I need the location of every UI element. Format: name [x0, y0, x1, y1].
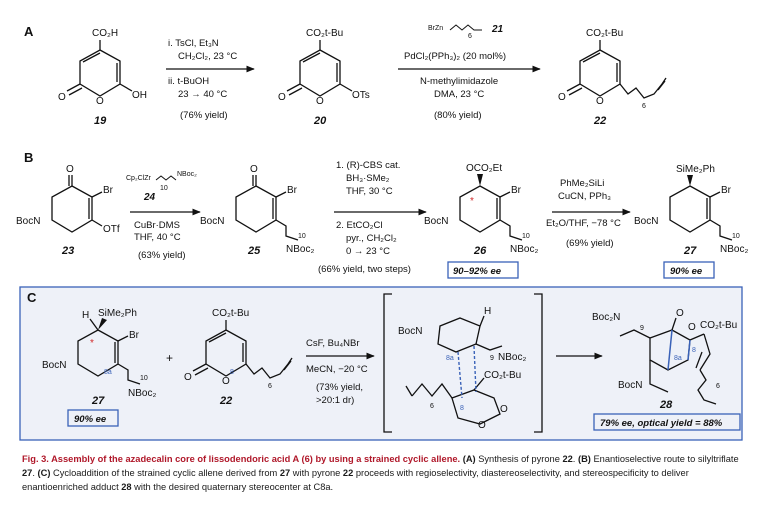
c-cmpd27-h: H — [82, 310, 90, 321]
ts-h: H — [484, 306, 492, 317]
cmpd27-sime2ph: SiMe₂Ph — [676, 164, 715, 175]
cmpd25-br: Br — [287, 185, 297, 196]
caption-c-num3: 28 — [121, 482, 132, 493]
cmpd26-nboc: NBoc₂ — [510, 244, 539, 255]
cmpd26-stereo-star: * — [470, 196, 474, 207]
b-step3-line1: PhMe₂SiLi — [560, 178, 605, 189]
panel-b-label: B — [24, 150, 34, 165]
cmpd27-wedge — [687, 175, 693, 186]
caption-c-num1: 27 — [279, 468, 291, 479]
b-step2-line5: pyr., CH₂Cl₂ — [346, 233, 397, 244]
caption-a-text: Synthesis of pyrone — [475, 454, 563, 464]
cmpd19-ketone-o: O — [58, 92, 66, 103]
compound-22 — [567, 40, 666, 98]
b-step2-line4: 2. EtCO₂Cl — [336, 220, 383, 231]
cmpd19-co2h: CO₂H — [92, 28, 119, 39]
cmpd23-bocn: BocN — [16, 216, 41, 227]
cmpd27-bocn: BocN — [634, 216, 659, 227]
c-cmpd27-pos: 8a — [104, 369, 112, 376]
cmpd23-br: Br — [103, 185, 113, 196]
b-step1-yield: (63% yield) — [138, 250, 186, 261]
c-cmpd27-ee: 90% ee — [74, 414, 107, 425]
b-step2-line2: BH₃·SMe₂ — [346, 173, 390, 184]
c-plus: + — [166, 351, 174, 365]
c-cmpd27-sime2ph: SiMe₂Ph — [98, 308, 137, 319]
caption-c-text1: Cycloaddition of the strained cyclic allene derived from — [50, 468, 280, 479]
caption-b-text: Enantioselective route to silyltriflate — [590, 454, 739, 464]
cmpd28-o: O — [676, 308, 684, 319]
panel-c-label: C — [27, 290, 37, 305]
ts-pos8a: 8a — [446, 355, 454, 362]
cmpd27-br: Br — [721, 185, 731, 196]
compound-19 — [67, 40, 132, 96]
a-step2-line2: PdCl₂(PPh₃)₂ (20 mol%) — [404, 51, 507, 62]
cmpd27-ee: 90% ee — [670, 266, 703, 277]
b-step3-line3: Et₂O/THF, −78 °C — [546, 218, 621, 229]
a-step1-line1: i. TsCl, Et₃N — [168, 38, 219, 49]
compound-20 — [287, 40, 352, 96]
c-cmpd22-pos: 8 — [230, 369, 234, 376]
ts-nboc: NBoc₂ — [498, 352, 527, 363]
b-step1-line3: THF, 40 °C — [134, 232, 181, 243]
caption-c-label: (C) — [37, 468, 51, 479]
cmpd22-number: 22 — [594, 115, 607, 127]
caption-a-num: 22 — [562, 454, 573, 464]
cmpd25-number: 25 — [248, 245, 261, 257]
compound-23 — [52, 175, 102, 232]
cmpd23-number: 23 — [62, 245, 75, 257]
a-step1-yield: (76% yield) — [180, 110, 228, 121]
cmpd27-nboc: NBoc₂ — [720, 244, 749, 255]
cmpd28-pos8: 8 — [692, 347, 696, 354]
panel-a-label: A — [24, 24, 34, 39]
caption-c-num2: 22 — [342, 468, 354, 479]
a-step2-line4: DMA, 23 °C — [434, 89, 485, 100]
caption-c-text2: with pyrone — [290, 468, 343, 479]
c-cmpd22-number: 22 — [220, 395, 233, 407]
caption-a-label: (A) — [462, 454, 476, 464]
cmpd28-co2tbu: CO₂t-Bu — [700, 320, 738, 331]
cmpd19-number: 19 — [94, 115, 107, 127]
c-cmpd22-ketone-o: O — [184, 372, 192, 383]
a-reagent21-label: BrZn — [428, 25, 444, 32]
c-cond-line1: CsF, Bu₄NBr — [306, 338, 360, 349]
b-step3-yield: (69% yield) — [566, 238, 614, 249]
cmpd22-ketone-o: O — [558, 92, 566, 103]
c-cmpd27-bocn: BocN — [42, 360, 67, 371]
c-cond-line2: MeCN, −20 °C — [306, 364, 368, 375]
cmpd26-bocn: BocN — [424, 216, 449, 227]
ts-sub6: 6 — [430, 403, 434, 410]
b-reagent24-num: 24 — [144, 192, 156, 203]
a-reagent21-sub: 6 — [468, 33, 472, 40]
b-step2-line3: THF, 30 °C — [346, 186, 393, 197]
cmpd28-sub9: 9 — [640, 325, 644, 332]
a-reagent21-chain — [450, 25, 482, 30]
cmpd19-ring-o: O — [96, 96, 104, 107]
b-step3-line2: CuCN, PPh₃ — [558, 191, 611, 202]
cmpd26-number: 26 — [474, 245, 487, 257]
a-step1-line3: ii. t-BuOH — [168, 76, 210, 87]
c-cmpd22-sub: 6 — [268, 383, 272, 390]
cmpd20-ots: OTs — [352, 90, 370, 101]
cmpd20-ring-o: O — [316, 96, 324, 107]
cmpd28-sub6: 6 — [716, 383, 720, 390]
a-reagent21-num: 21 — [492, 24, 504, 35]
a-step1-line2: CH₂Cl₂, 23 °C — [178, 51, 238, 62]
cmpd26-oco2et: OCO₂Et — [466, 163, 503, 174]
c-cmpd27-nboc: NBoc₂ — [128, 388, 157, 399]
b-reagent24-chain — [156, 176, 176, 180]
cmpd19-oh: OH — [132, 90, 147, 101]
c-cmpd27-sub: 10 — [140, 375, 148, 382]
cmpd22-sub: 6 — [642, 103, 646, 110]
ts-sub9: 9 — [490, 355, 494, 362]
cmpd22-ring-o: O — [596, 96, 604, 107]
c-cmpd27-br: Br — [129, 330, 139, 341]
c-cmpd22-co2tbu: CO₂t-Bu — [212, 308, 250, 319]
cmpd28-number: 28 — [660, 399, 673, 411]
c-cond-yield: (73% yield, — [316, 382, 363, 393]
ts-bocn: BocN — [398, 326, 423, 337]
c-cmpd22-ring-o: O — [222, 376, 230, 387]
caption-c-text3: proceeds with regioselectivity, diastereoselectivity, and stereospecificity to deliver enantioenriched adduct — [22, 468, 689, 493]
b-step2-yield: (66% yield, two steps) — [318, 264, 411, 275]
ts-co2tbu: CO₂t-Bu — [484, 370, 522, 381]
cmpd26-wedge — [477, 174, 483, 186]
c-cmpd27-star: * — [90, 338, 94, 349]
b-step2-line1: 1. (R)-CBS cat. — [336, 160, 401, 171]
caption-b-label: (B) — [577, 454, 591, 464]
cmpd26-ee: 90–92% ee — [453, 266, 502, 277]
cmpd23-otf: OTf — [103, 224, 120, 235]
ts-o2: O — [478, 420, 486, 431]
ts-pos8: 8 — [460, 405, 464, 412]
b-step2-line6: 0 → 23 °C — [346, 246, 390, 257]
cmpd25-sub: 10 — [298, 233, 306, 240]
caption-c-text4: with the desired quaternary stereocenter at C8a. — [131, 482, 334, 493]
caption-title: Fig. 3. Assembly of the azadecalin core of lissodendoric acid A (6) by using a strained cyclic allene. — [22, 454, 461, 464]
cmpd20-number: 20 — [314, 115, 327, 127]
cmpd26-br: Br — [511, 185, 521, 196]
b-reagent24-nboc: NBoc₂ — [177, 171, 197, 178]
cmpd27-sub: 10 — [732, 233, 740, 240]
b-reagent24-sub: 10 — [160, 185, 168, 192]
c-cmpd27-number: 27 — [92, 395, 105, 407]
cmpd20-ketone-o: O — [278, 92, 286, 103]
cmpd25-o: O — [250, 164, 258, 175]
ts-o: O — [500, 404, 508, 415]
caption-b-num: 27 — [22, 468, 33, 479]
cmpd28-pos8a: 8a — [674, 355, 682, 362]
cmpd28-ee: 79% ee, optical yield = 88% — [600, 418, 723, 429]
cmpd25-nboc: NBoc₂ — [286, 244, 315, 255]
cmpd28-o2: O — [688, 322, 696, 333]
cmpd23-o: O — [66, 164, 74, 175]
b-step1-line2: CuBr·DMS — [134, 220, 180, 231]
c-cond-dr: >20:1 dr) — [316, 395, 355, 406]
cmpd26-sub: 10 — [522, 233, 530, 240]
a-step2-yield: (80% yield) — [434, 110, 482, 121]
a-step1-line4: 23 → 40 °C — [178, 89, 228, 100]
cmpd28-bocn: BocN — [618, 380, 643, 391]
cmpd28-boc2n: Boc₂N — [592, 312, 621, 323]
cmpd25-bocn: BocN — [200, 216, 225, 227]
cmpd27-number: 27 — [684, 245, 697, 257]
a-step2-line3: N-methylimidazole — [420, 76, 499, 87]
figure-caption: Fig. 3. Assembly of the azadecalin core of lissodendoric acid A (6) by using a strained cyclic allene. (A) Synthesis of pyrone 22. (B) Enantioselective route to silyltriflate 27. (C) Cycloaddition of the strained cyclic allene derived from 27 with pyrone 22 proceeds with regioselectivity, diastereoselectivity, and stereospecificity to deliver enantioenriched adduct 28 with the desired quaternary stereocenter at C8a. — [22, 454, 739, 493]
b-reagent24: Cp₂ClZr — [126, 175, 151, 182]
cmpd20-co2tbu: CO₂t-Bu — [306, 28, 344, 39]
cmpd22-co2tbu: CO₂t-Bu — [586, 28, 624, 39]
